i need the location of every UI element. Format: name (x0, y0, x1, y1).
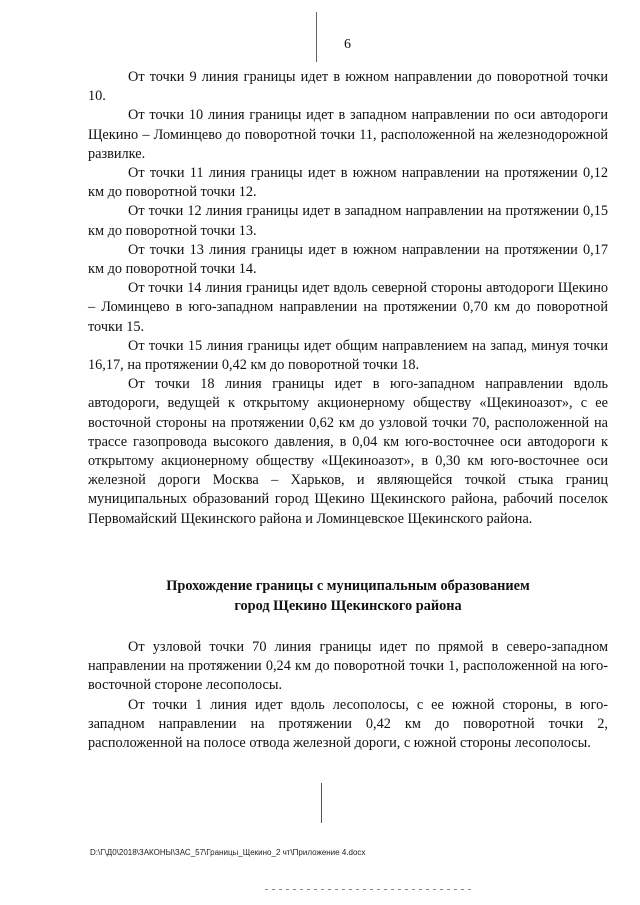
scan-artifact-noise (265, 889, 475, 890)
paragraph: От узловой точки 70 линия границы идет по прямой в северо-западном направлении на протяжении 0,24 км до поворотной точки 1, расположенной на юго-восточной стороне лесополосы. (88, 639, 608, 694)
paragraph: От точки 15 линия границы идет общим направлением на запад, минуя точки 16,17, на протяжении 0,42 км до поворотной точки 18. (88, 337, 608, 374)
section-heading (88, 576, 608, 616)
paragraph: От точки 18 линия границы идет в юго-западном направлении вдоль автодороги, ведущей к открытому акционерному обществу «Щекиноазот», с ее восточной стороны на протяжении 0,62 км до узловой точки 70, расположенной на трассе газопровода высокого давления, в 0,04 км юго-восточнее оси автодороги к открытому акционерному обществу «Щекиноазот», в 0,30 км юго-восточнее оси железной дороги Москва – Харьков, и являющейся точкой стыка границ муниципальных образований город Щекино Щекинского района, рабочий поселок Первомайский Щекинского района и Ломинцевское Щекинского района. (88, 376, 608, 527)
scan-artifact-top (316, 12, 317, 62)
document-body (88, 68, 608, 529)
paragraph: От точки 12 линия границы идет в западном направлении на протяжении 0,15 км до поворотной точки 13. (88, 203, 608, 239)
paragraph: От точки 1 линия идет вдоль лесополосы, с ее южной стороны, в юго-западном направлении на протяжении 0,42 км до поворотной точки 2, расположенной на полосе отвода железной дороги, с южной стороны лесополосы. (88, 696, 608, 752)
scan-artifact-bottom (321, 783, 322, 823)
section-body (88, 638, 608, 753)
section-heading-line-2: город Щекино Щекинского района (234, 598, 462, 614)
section-heading-line-1: Прохождение границы с муниципальным образованием (166, 578, 530, 594)
paragraph: От точки 10 линия границы идет в западном направлении по оси автодороги Щекино – Ломинцево до поворотной точки 11, расположенной на железнодорожной развилке. (88, 107, 608, 162)
paragraph: От точки 14 линия границы идет вдоль северной стороны автодороги Щекино – Ломинцево в юго-западном направлении на протяжении 0,70 км до поворотной точки 15. (88, 280, 608, 335)
page-number: 6 (344, 37, 351, 52)
paragraph: От точки 9 линия границы идет в южном направлении до поворотной точки 10. (88, 69, 608, 105)
footer-file-path: D:\Г\Д0\2018\ЗАКОНЫ\ЗАС_57\Границы_Щекино_2 чт\Приложение 4.docx (90, 848, 366, 857)
paragraph: От точки 11 линия границы идет в южном направлении на протяжении 0,12 км до поворотной точки 12. (88, 165, 608, 201)
paragraph: От точки 13 линия границы идет в южном направлении на протяжении 0,17 км до поворотной точки 14. (88, 241, 608, 278)
